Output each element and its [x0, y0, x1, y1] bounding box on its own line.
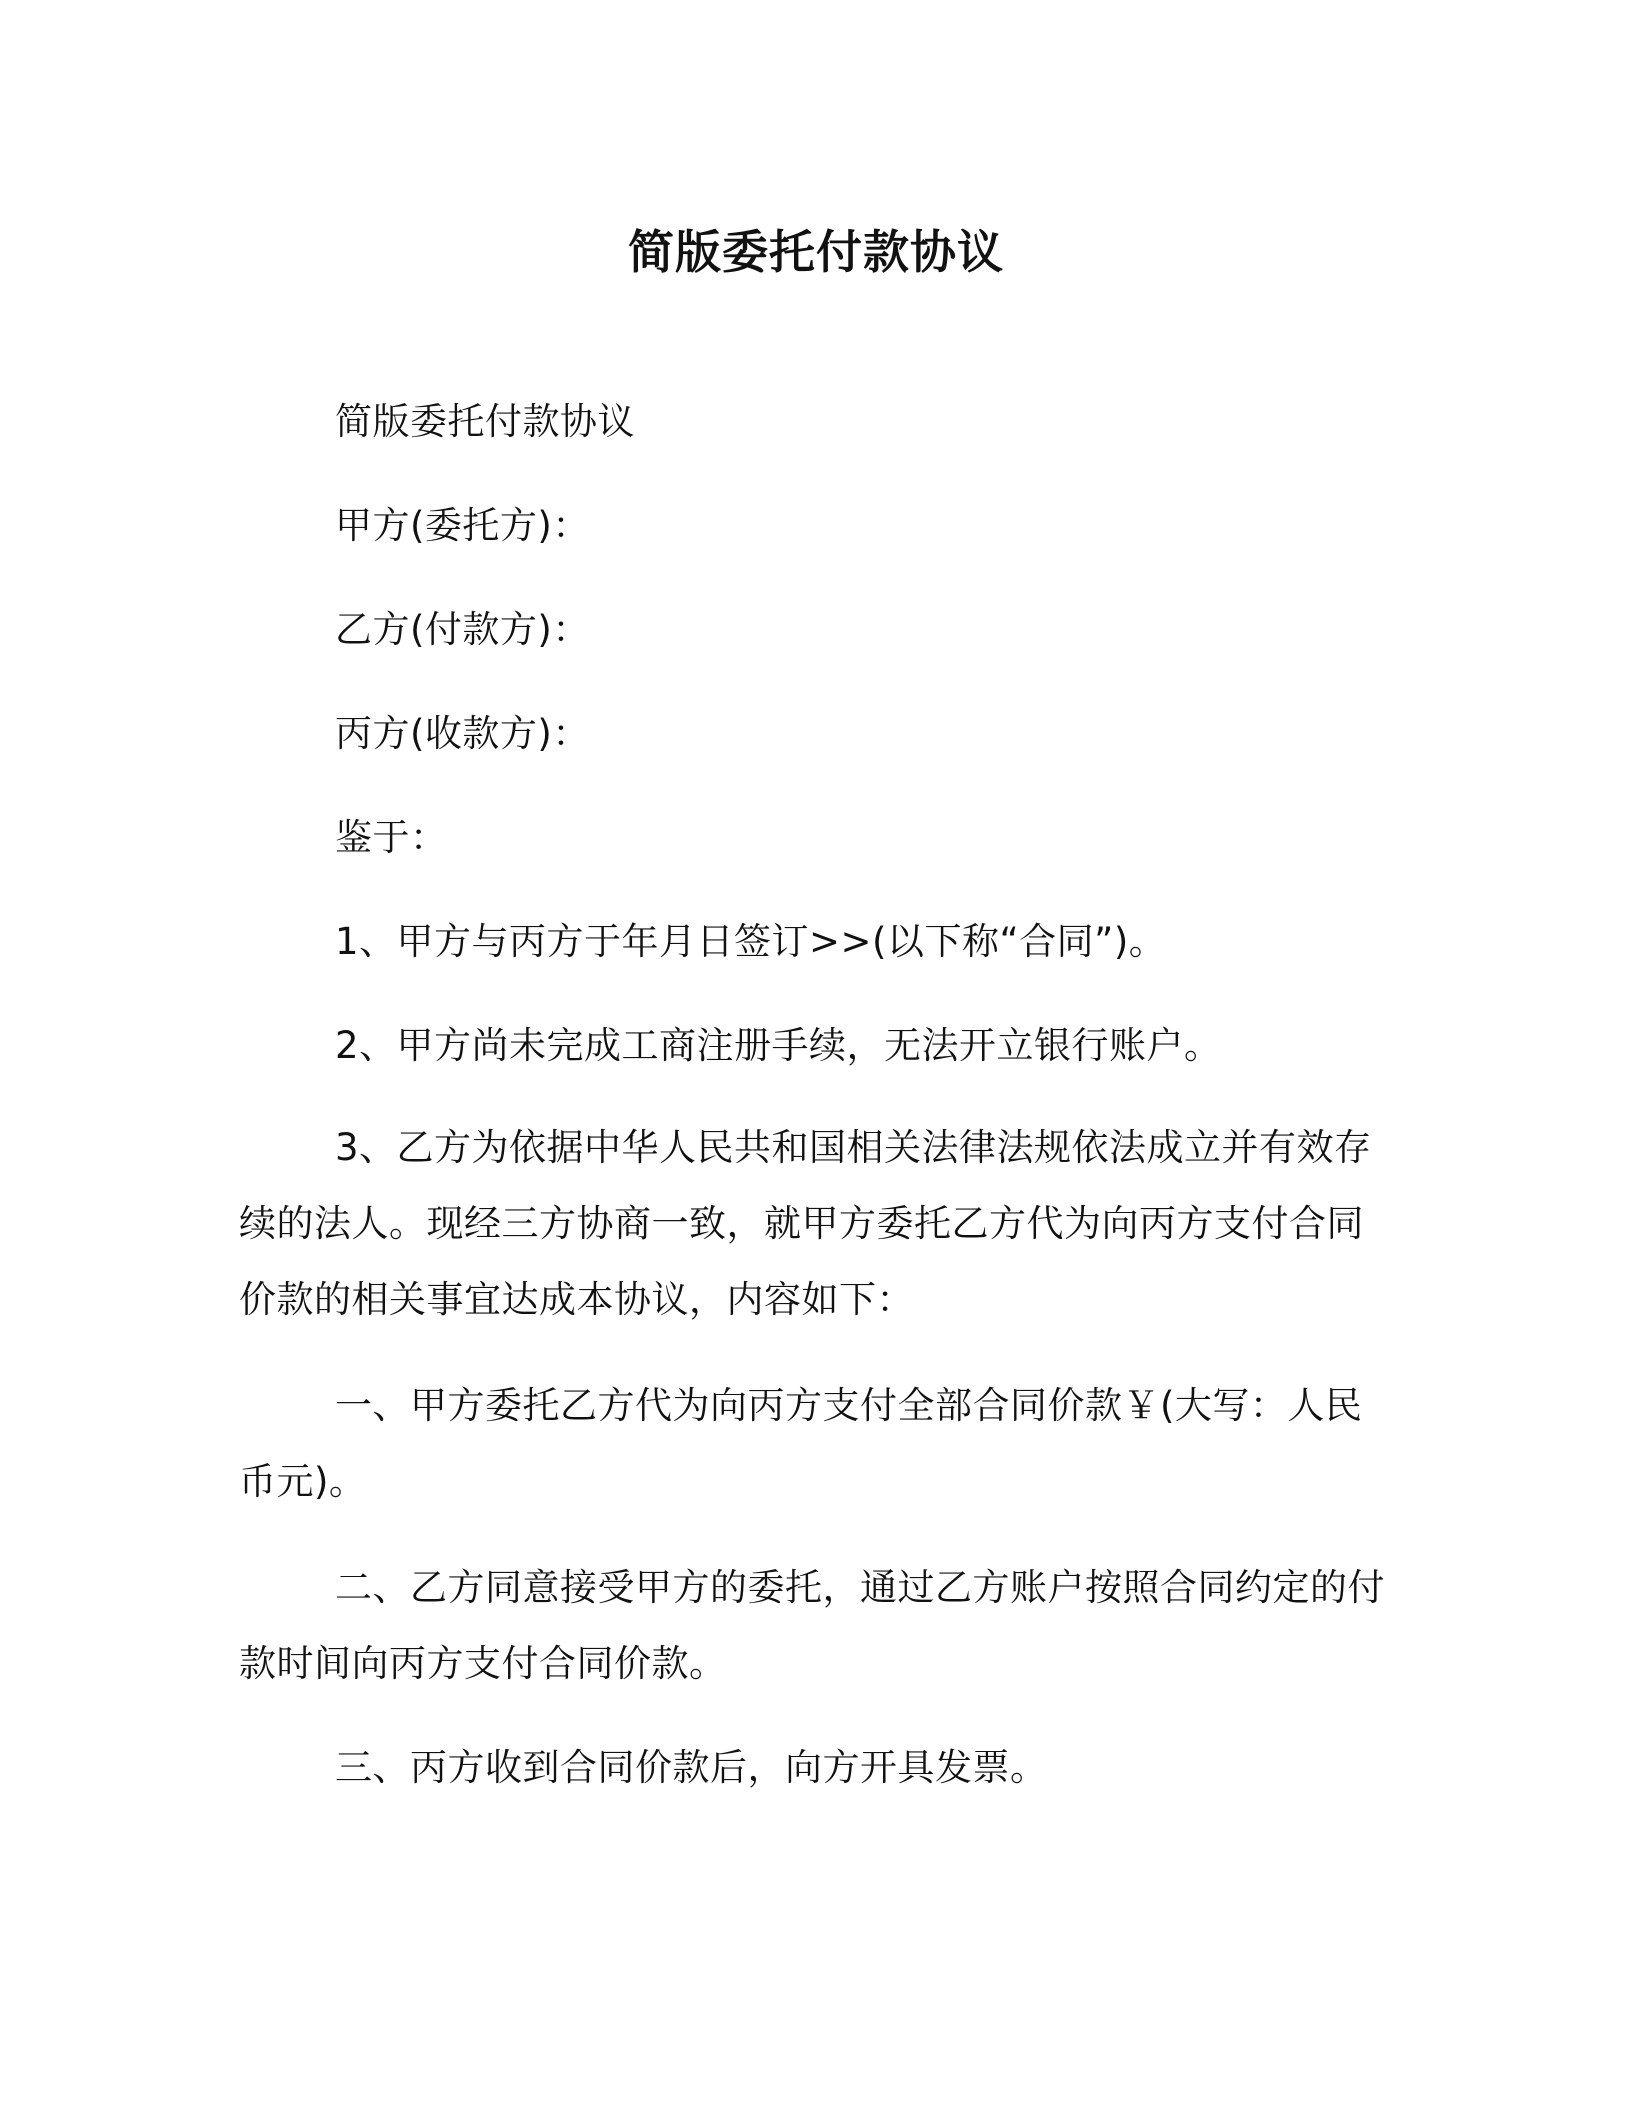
paragraph-whereas: 鉴于：	[335, 816, 448, 859]
paragraph-party-c: 丙方(收款方)：	[335, 712, 590, 755]
paragraph-article-3: 三、丙方收到合同价款后，向方开具发票。	[335, 1746, 1048, 1789]
paragraph-party-a: 甲方(委托方)：	[335, 504, 590, 547]
paragraph-clause-3: 3、乙方为依据中华人民共和国相关法律法规依法成立并有效存续的法人。现经三方协商一致，就甲方委托乙方代为向丙方支付合同价款的相关事宜达成本协议，内容如下：	[239, 1126, 1372, 1321]
paragraph-clause-1: 1、甲方与丙方于年月日签订>>(以下称“合同”)。	[335, 920, 1167, 963]
document-title: 简版委托付款协议	[628, 225, 1004, 279]
paragraph-article-2: 二、乙方同意接受甲方的委托，通过乙方账户按照合同约定的付款时间向丙方支付合同价款。	[239, 1566, 1385, 1685]
paragraph-article-1: 一、甲方委托乙方代为向丙方支付全部合同价款￥(大写：人民币元)。	[239, 1384, 1363, 1503]
paragraph-heading: 简版委托付款协议	[335, 400, 635, 443]
paragraph-party-b: 乙方(付款方)：	[335, 608, 590, 651]
paragraph-clause-2: 2、甲方尚未完成工商注册手续，无法开立银行账户。	[335, 1024, 1222, 1067]
